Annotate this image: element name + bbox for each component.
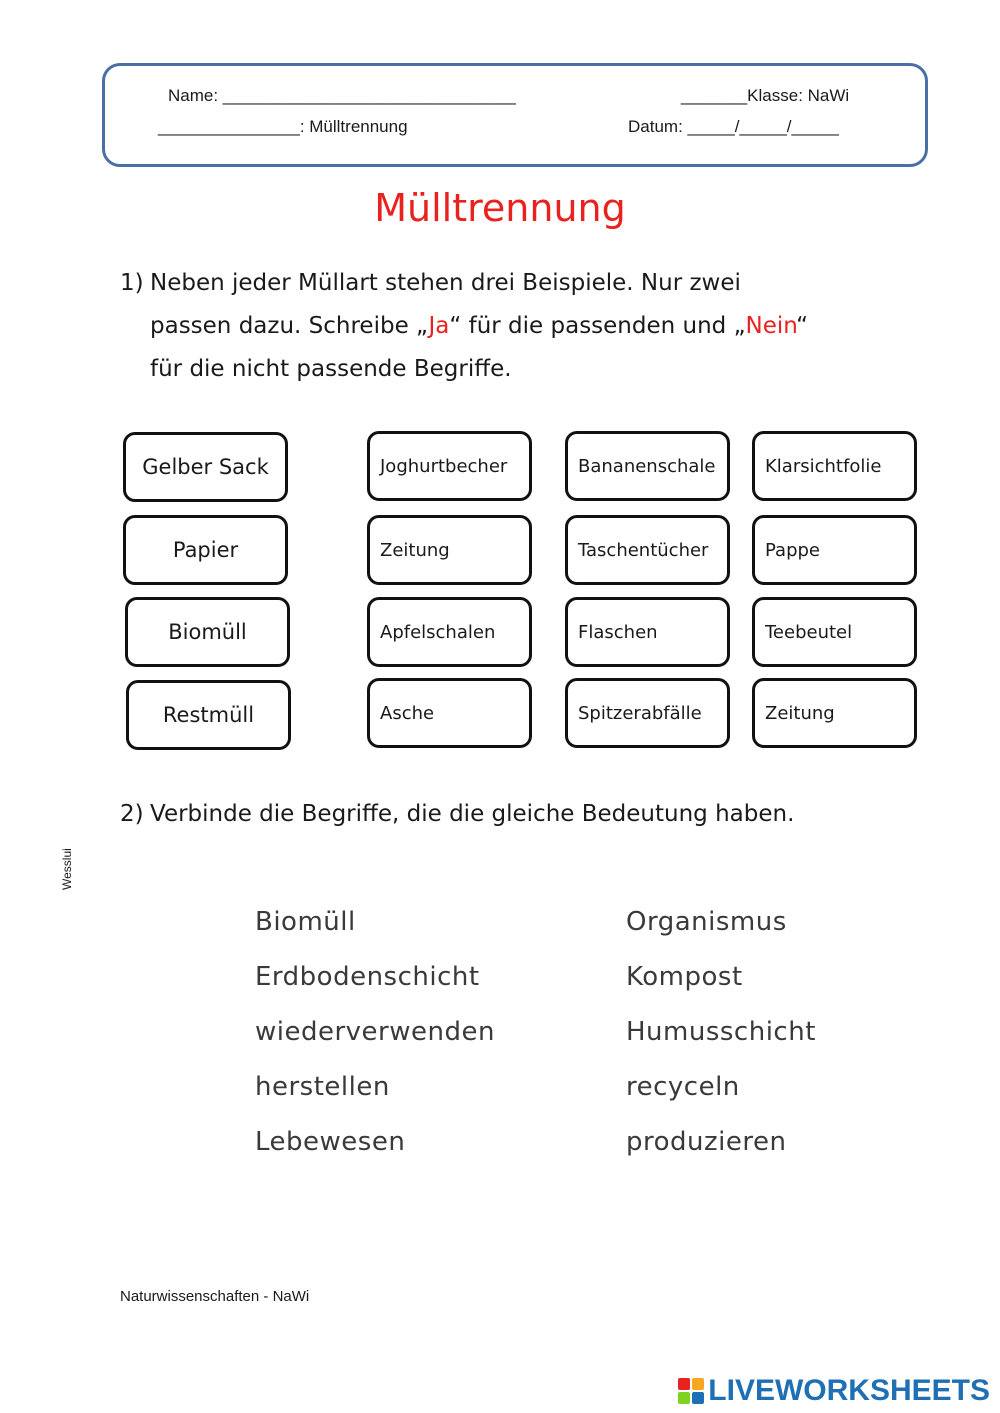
option-box[interactable]: Asche: [367, 678, 532, 748]
option-box[interactable]: Apfelschalen: [367, 597, 532, 667]
task-1-number: 1): [120, 270, 144, 296]
left-term[interactable]: Erdbodenschicht: [255, 962, 480, 992]
left-term[interactable]: Biomüll: [255, 907, 356, 937]
ja-keyword: Ja: [428, 313, 450, 339]
brand-name: LIVEWORKSHEETS: [708, 1374, 990, 1407]
class-field-label: _______Klasse: NaWi: [681, 86, 850, 105]
task-1-line-2: passen dazu. Schreibe „Ja“ für die passenden und „Nein“: [150, 313, 809, 339]
category-papier: Papier: [123, 515, 288, 585]
task-1-instructions: [120, 262, 808, 391]
option-box[interactable]: Joghurtbecher: [367, 431, 532, 501]
liveworksheets-brand[interactable]: [678, 1374, 990, 1408]
left-term[interactable]: Lebewesen: [255, 1127, 406, 1157]
footer-subject: Naturwissenschaften - NaWi: [120, 1288, 310, 1305]
author-sidenote: Wesslui: [60, 848, 74, 890]
nein-keyword: Nein: [745, 313, 797, 339]
option-box[interactable]: Zeitung: [752, 678, 917, 748]
option-box[interactable]: Klarsichtfolie: [752, 431, 917, 501]
option-box[interactable]: Teebeutel: [752, 597, 917, 667]
right-term[interactable]: Humusschicht: [626, 1017, 816, 1047]
option-box[interactable]: Spitzerabfälle: [565, 678, 730, 748]
category-biomuell: Biomüll: [125, 597, 290, 667]
date-field-label: Datum: _____/_____/_____: [628, 117, 839, 136]
student-info-box: [102, 63, 928, 167]
right-term[interactable]: produzieren: [626, 1127, 787, 1157]
category-gelber-sack: Gelber Sack: [123, 432, 288, 502]
category-restmuell: Restmüll: [126, 680, 291, 750]
option-box[interactable]: Flaschen: [565, 597, 730, 667]
left-term[interactable]: wiederverwenden: [255, 1017, 495, 1047]
task-2-number: 2): [120, 801, 144, 827]
task-2-text: Verbinde die Begriffe, die die gleiche Bedeutung haben.: [150, 801, 795, 827]
option-box[interactable]: Taschentücher: [565, 515, 730, 585]
right-term[interactable]: recyceln: [626, 1072, 740, 1102]
task-1-line-3: für die nicht passende Begriffe.: [150, 356, 512, 382]
option-box[interactable]: Bananenschale: [565, 431, 730, 501]
page-title: Mülltrennung: [374, 186, 626, 230]
option-box[interactable]: Zeitung: [367, 515, 532, 585]
option-box[interactable]: Pappe: [752, 515, 917, 585]
liveworksheets-logo-icon: [678, 1378, 704, 1404]
topic-field-label: _______________: Mülltrennung: [158, 117, 408, 136]
name-field-label: Name: _______________________________: [168, 86, 516, 105]
right-term[interactable]: Organismus: [626, 907, 787, 937]
right-term[interactable]: Kompost: [626, 962, 743, 992]
left-term[interactable]: herstellen: [255, 1072, 390, 1102]
task-2-instructions: [120, 793, 794, 836]
task-1-line-1: Neben jeder Müllart stehen drei Beispiele. Nur zwei: [150, 270, 741, 296]
